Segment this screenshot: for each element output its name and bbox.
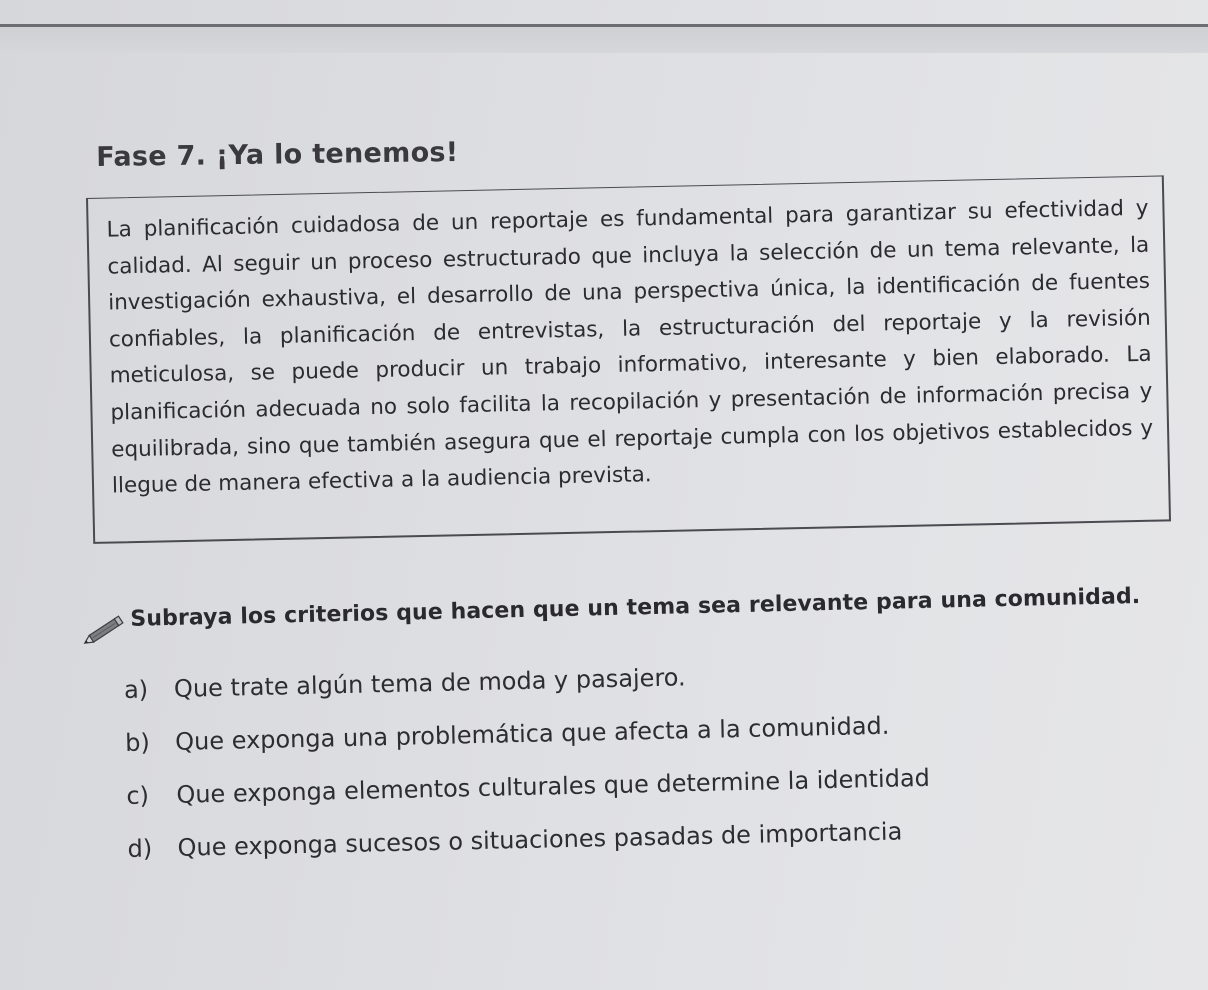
option-text: Que exponga elementos culturales que determine la identidad xyxy=(176,763,931,809)
options-list xyxy=(123,639,1196,875)
option-text: Que trate algún tema de moda y pasajero. xyxy=(173,662,686,703)
question-prompt: Subraya los criterios que hacen que un tema sea relevante para una comunidad. xyxy=(130,583,1141,632)
option-letter: c) xyxy=(126,780,150,810)
option-text: Que exponga sucesos o situaciones pasadas de importancia xyxy=(177,816,903,862)
question-block xyxy=(80,577,1196,876)
pencil-icon xyxy=(80,609,131,650)
option-text: Que exponga una problemática que afecta a la comunidad. xyxy=(174,711,890,756)
option-letter: b) xyxy=(124,727,151,757)
question-header xyxy=(80,577,1191,650)
intro-box xyxy=(86,175,1171,544)
option-letter: a) xyxy=(123,674,149,704)
page-top-rule xyxy=(0,24,1208,53)
option-letter: d) xyxy=(127,833,153,863)
phase-title: Fase 7. ¡Ya lo tenemos! xyxy=(96,136,459,173)
intro-paragraph: La planificación cuidadosa de un reportaje es fundamental para garantizar su efectividad y calidad. Al seguir un proceso estructurado que incluya la selección de un tema relevante, la investigación exhaustiva, el desarrollo de una perspectiva única, la identificación de fuentes confiables, la planificación de entrevistas, la estructuración del reportaje y la revisión meticulosa, se puede producir un trabajo informativo, interesante y bien elaborado. La planificación adecuada no solo facilita la recopilación y presentación de información precisa y equilibrada, sino que también asegura que el reportaje cumpla con los objetivos establecidos y llegue de manera efectiva a la audiencia prevista. xyxy=(106,195,1154,499)
